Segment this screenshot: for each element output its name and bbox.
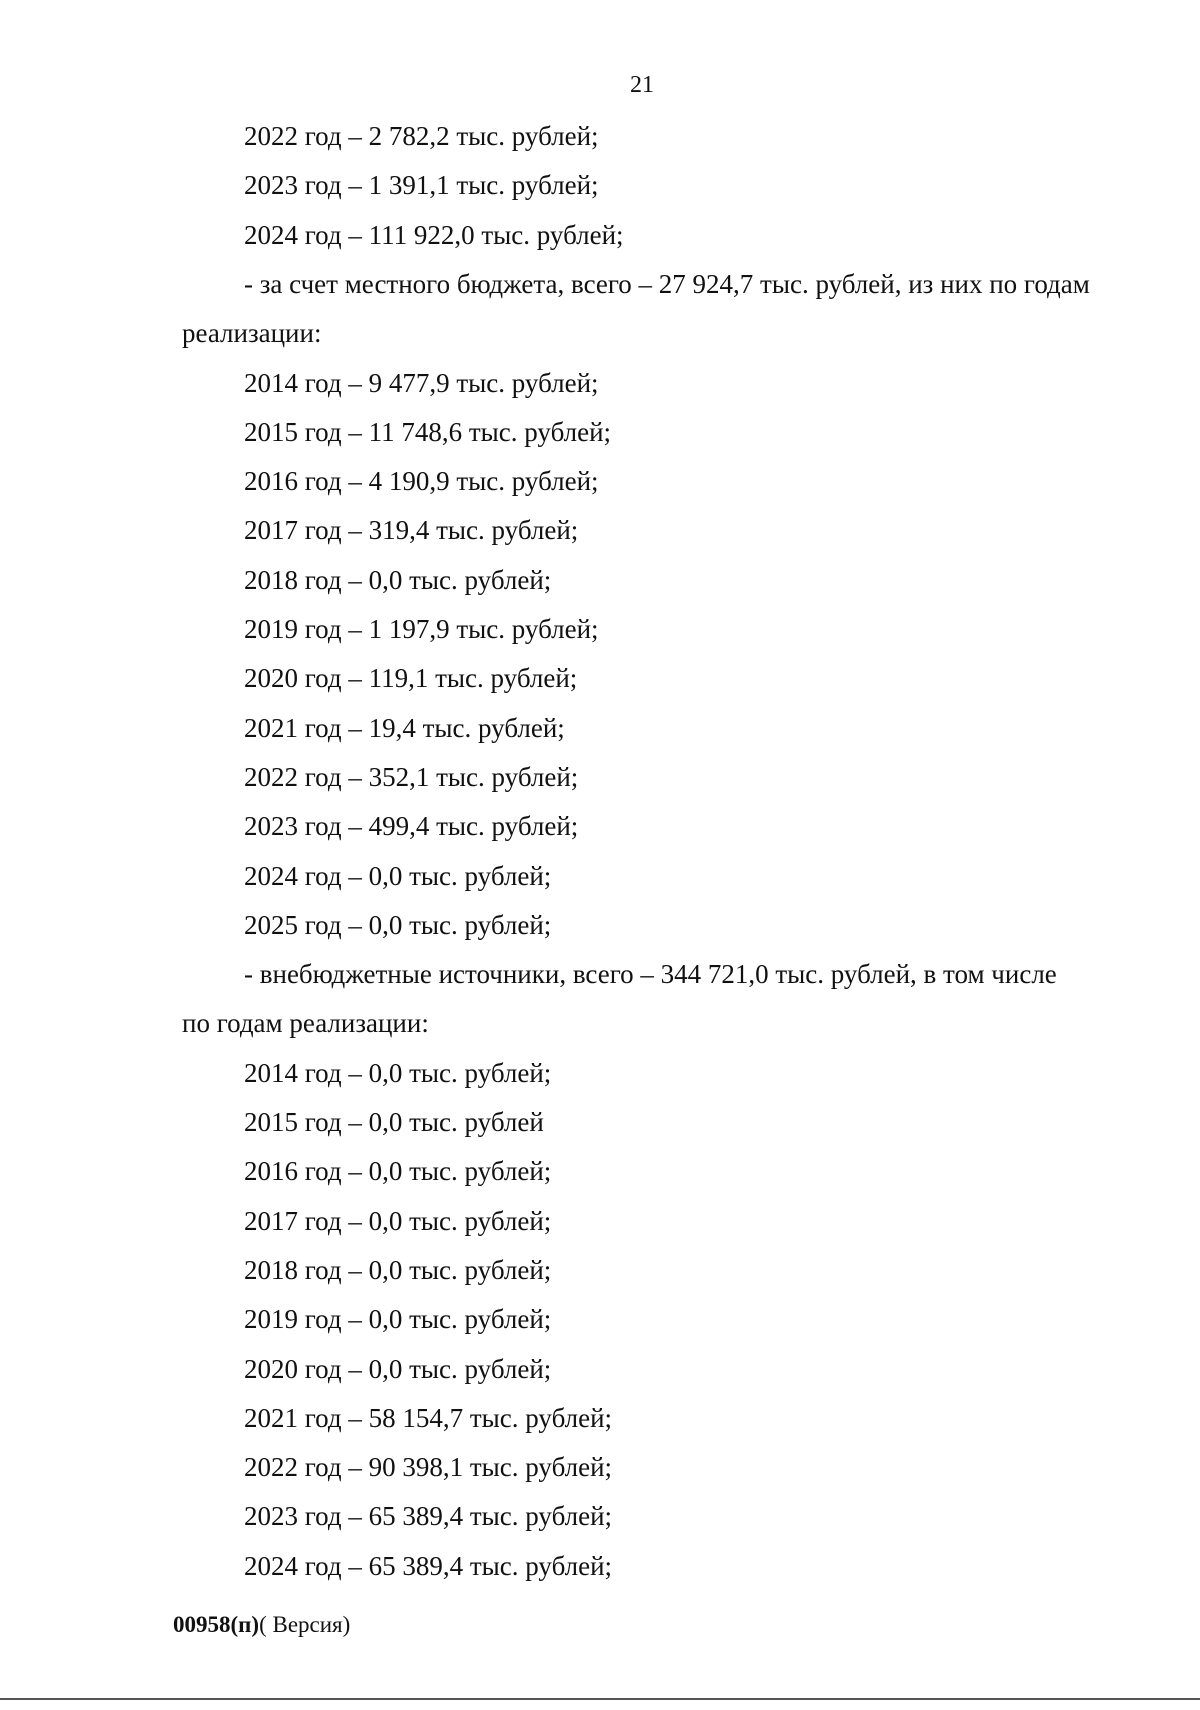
text-line: 2021 год – 58 154,7 тыс. рублей; xyxy=(244,1403,613,1433)
text-line: 2019 год – 0,0 тыс. рублей; xyxy=(244,1304,552,1334)
text-line: 2020 год – 0,0 тыс. рублей; xyxy=(244,1354,552,1384)
text-line: 2014 год – 9 477,9 тыс. рублей; xyxy=(244,368,599,398)
text-line: 2017 год – 0,0 тыс. рублей; xyxy=(244,1206,552,1236)
text-line: 2015 год – 0,0 тыс. рублей xyxy=(244,1107,544,1137)
text-line: 2023 год – 1 391,1 тыс. рублей; xyxy=(244,170,599,200)
text-line: 2020 год – 119,1 тыс. рублей; xyxy=(244,663,578,693)
document-version: ( Версия) xyxy=(259,1612,351,1637)
text-line: 2025 год – 0,0 тыс. рублей; xyxy=(244,910,552,940)
text-line: 2018 год – 0,0 тыс. рублей; xyxy=(244,1255,552,1285)
text-line: реализации: xyxy=(182,318,322,348)
document-code: 00958(п) xyxy=(173,1612,260,1637)
text-line: 2022 год – 90 398,1 тыс. рублей; xyxy=(244,1452,613,1482)
text-line: 2021 год – 19,4 тыс. рублей; xyxy=(244,713,565,743)
text-line: 2023 год – 65 389,4 тыс. рублей; xyxy=(244,1501,613,1531)
text-line: по годам реализации: xyxy=(182,1008,429,1038)
text-line: 2019 год – 1 197,9 тыс. рублей; xyxy=(244,614,599,644)
text-line: 2016 год – 4 190,9 тыс. рублей; xyxy=(244,466,599,496)
text-line: 2015 год – 11 748,6 тыс. рублей; xyxy=(244,417,612,447)
text-line: 2018 год – 0,0 тыс. рублей; xyxy=(244,565,552,595)
text-line: 2014 год – 0,0 тыс. рублей; xyxy=(244,1058,552,1088)
page-number: 21 xyxy=(630,72,654,98)
document-footer xyxy=(173,1612,350,1638)
text-line: 2017 год – 319,4 тыс. рублей; xyxy=(244,515,579,545)
text-line: - внебюджетные источники, всего – 344 721,0 тыс. рублей, в том числе xyxy=(244,959,1057,989)
text-line: 2024 год – 0,0 тыс. рублей; xyxy=(244,861,552,891)
text-line: 2022 год – 352,1 тыс. рублей; xyxy=(244,762,579,792)
text-line: 2022 год – 2 782,2 тыс. рублей; xyxy=(244,121,599,151)
text-line: 2024 год – 111 922,0 тыс. рублей; xyxy=(244,220,624,250)
bottom-rule xyxy=(0,1698,1200,1700)
text-line: - за счет местного бюджета, всего – 27 924,7 тыс. рублей, из них по годам xyxy=(244,269,1090,299)
text-line: 2016 год – 0,0 тыс. рублей; xyxy=(244,1156,552,1186)
text-line: 2023 год – 499,4 тыс. рублей; xyxy=(244,811,579,841)
text-line: 2024 год – 65 389,4 тыс. рублей; xyxy=(244,1551,613,1581)
